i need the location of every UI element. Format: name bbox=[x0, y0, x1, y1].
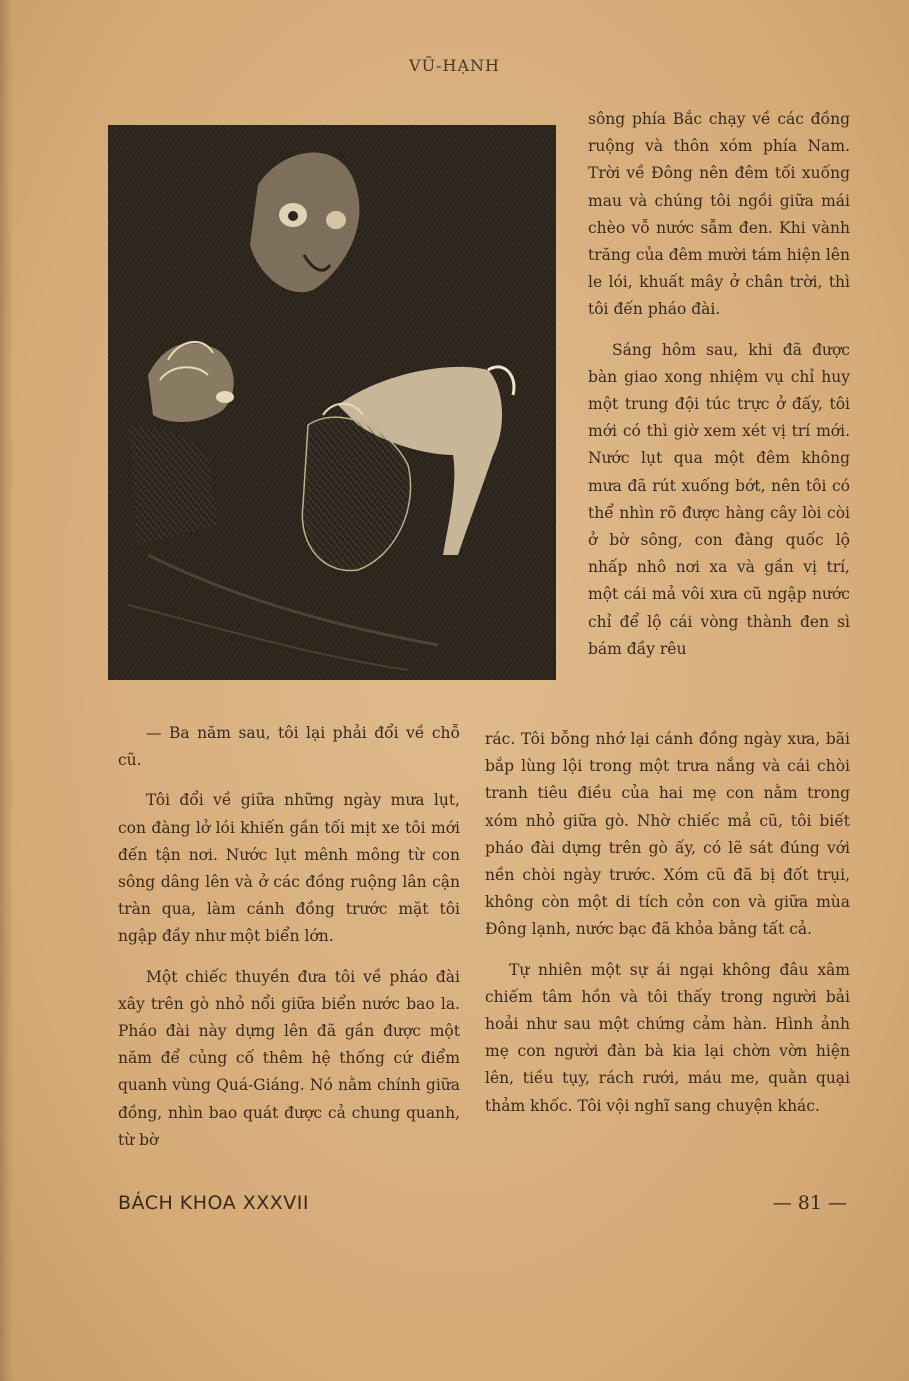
right-text-column-bottom bbox=[485, 726, 850, 1120]
magazine-title-footer: BÁCH KHOA XXXVII bbox=[118, 1192, 309, 1214]
paragraph: Tôi đổi về giữa những ngày mưa lụt, con đàng lở lói khiến gần tối mịt xe tôi mới đến tận nơi. Nước lụt mênh mông từ con sông dâng lên và ở các đồng ruộng lân cận tràn qua, làm cánh đồng trước mặt tôi ngập đầy như một biển lớn. bbox=[118, 791, 460, 946]
paragraph: sông phía Bắc chạy về các đồng ruộng và thôn xóm phía Nam. Trời về Đông nên đêm tối xuống mau và chúng tôi ngồi giữa mái chèo vỗ nước sẫm đen. Khi vành trăng của đêm mười tám hiện lên le lói, khuất mây ở chân trời, thì tôi đến pháo đài. bbox=[588, 110, 850, 319]
story-illustration bbox=[108, 125, 556, 680]
page-edge-shadow bbox=[0, 0, 14, 1381]
paragraph: Sáng hôm sau, khi đã được bàn giao xong nhiệm vụ chỉ huy một trung đội túc trực ở đấy, tôi mới có thì giờ xem xét vị trí mới. Nước lụt qua một đêm không mưa đã rút xuống bớt, nên tôi có thể nhìn rõ được hàng cây lòi còi ở bờ sông, con đàng quốc lộ nhấp nhô nơi xa và gần vị trí, một cái mả vôi xưa cũ ngập nước chỉ để lộ cái vòng thành đen sì bám đầy rêu bbox=[588, 340, 850, 658]
page-header-author: VŨ-HẠNH bbox=[409, 56, 500, 75]
right-text-column-top bbox=[588, 106, 850, 663]
left-text-column bbox=[118, 720, 460, 1154]
paragraph: Một chiếc thuyền đưa tôi về pháo đài xây trên gò nhỏ nổi giữa biển nước bao la. Pháo đài này dựng lên đã gần được một năm để củng cố thêm hệ thống cứ điểm quanh vùng Quá-Giáng. Nó nằm chính giữa đồng, nhìn bao quát được cả chung quanh, từ bờ bbox=[118, 967, 460, 1149]
page-number: — 81 — bbox=[772, 1192, 847, 1214]
illustration-drawing bbox=[108, 125, 556, 680]
paragraph: — Ba năm sau, tôi lại phải đổi về chỗ cũ. bbox=[118, 724, 460, 770]
paragraph: rác. Tôi bỗng nhớ lại cánh đồng ngày xưa, bãi bắp lùng lội trong một trưa nắng và cái chòi tranh tiêu điều của hai mẹ con nằm trong xóm nhỏ giữa gò. Nhờ chiếc mả cũ, tôi biết pháo đài dựng trên gò ấy, có lẽ sát đúng với nền chòi ngày trước. Xóm cũ đã bị đốt trụi, không còn một di tích cỏn con và giữa mùa Đông lạnh, nước bạc đã khỏa bằng tất cả. bbox=[485, 730, 850, 939]
paragraph: Tự nhiên một sự ái ngại không đâu xâm chiếm tâm hồn và tôi thấy trong người bải hoải như sau một chứng cảm hàn. Hình ảnh mẹ con người đàn bà kia lại chờn vờn hiện lên, tiều tụy, rách rưới, máu me, quằn quại thảm khốc. Tôi vội nghĩ sang chuyện khác. bbox=[485, 960, 850, 1115]
